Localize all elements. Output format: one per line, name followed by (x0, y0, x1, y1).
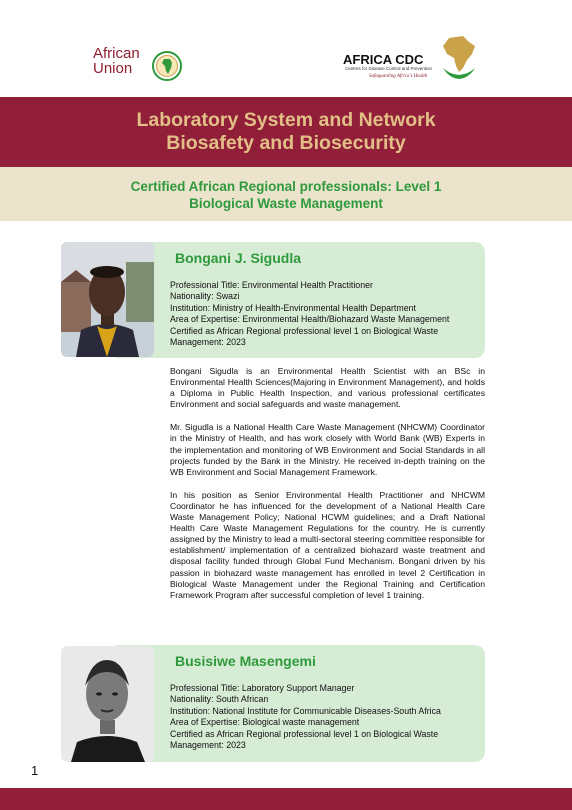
african-union-wordmark (93, 46, 140, 76)
banner-title (0, 109, 572, 155)
area-of-expertise: Area of Expertise: Environmental Health/Biohazard Waste Management (170, 314, 450, 325)
au-line1: African (93, 45, 140, 62)
bio-paragraph: Bongani Sigudla is an Environmental Health Scientist with an BSc in Environmental Health Sciences(Majoring in Environment Management), and holds a Diploma in Public Health Inspection, and various professional certificates Environment and social safeguards and waste management. (170, 366, 485, 410)
profile-photo-2 (61, 646, 154, 762)
banner-subtitle-line2: Biological Waste Management (189, 196, 383, 211)
institution: Institution: National Institute for Communicable Diseases-South Africa (170, 705, 441, 716)
banner-title-line2: Biosafety and Biosecurity (166, 132, 406, 154)
profile-name-2: Busisiwe Masengemi (175, 653, 316, 669)
banner-subtitle (0, 178, 572, 212)
portrait-man-icon (61, 242, 154, 357)
bio-paragraph: In his position as Senior Environmental Health Practitioner and NHCWM Coordinator he has influenced for the development of a National Health Care Waste Management Policy; National HCWM guidelines; and a Draft National Health Care Waste Management Regulations for the country. He is currently assigned by the Ministry to lead a multi-sectoral steering committee responsible for establishment/ implementation of a centralized biohazard waste treatment and disposal facility funded through Global Fund Mechanism. Bongani driven by his passion in biohazard waste management has enrolled in level 2 Certification in Biological Waste Management under the Regional Training and Certification Framework Program after successful completion of level 1 training. (170, 489, 485, 600)
profile-photo-1 (61, 242, 154, 357)
certification: Certified as African Regional professional level 1 on Biological Waste Management: 2023 (170, 728, 439, 751)
african-union-logo (93, 46, 193, 84)
institution: Institution: Ministry of Health-Environmental Health Department (170, 302, 416, 313)
banner-title-line1: Laboratory System and Network (136, 109, 436, 131)
bio-paragraph: Mr. Sigudla is a National Health Care Waste Management (NHCWM) Coordinator in the Ministry of Health, and has work closely with World Bank (WB) Experts in the implementation and monitoring of WB Environment and Social Standards in all projects funded by the Bank in the Ministry. He received in-depth training on the WB Environment and Social Management Framework. (170, 422, 485, 477)
certification: Certified as African Regional professional level 1 on Biological Waste Management: 2023 (170, 325, 439, 348)
banner-subtitle-line1: Certified African Regional professionals: Level 1 (130, 179, 442, 194)
nationality: Nationality: South African (170, 694, 269, 705)
africa-cdc-logo (343, 34, 483, 84)
au-line2: Union (93, 60, 133, 77)
africa-map-icon (439, 34, 479, 80)
footer-band (0, 788, 572, 810)
profile-info-1 (170, 280, 480, 348)
nationality: Nationality: Swazi (170, 291, 240, 302)
professional-title: Professional Title: Environmental Health Practitioner (170, 280, 373, 290)
page-number: 1 (31, 763, 39, 778)
cdc-tagline: Safeguarding Africa's Health (369, 74, 428, 79)
african-union-emblem-icon (151, 50, 183, 82)
profile-bio-1 (170, 366, 485, 613)
cdc-subtitle: Centres for Disease Control and Prevention (345, 66, 433, 71)
area-of-expertise: Area of Expertise: Biological waste management (170, 717, 360, 728)
cdc-title: AFRICA CDC (343, 52, 424, 67)
portrait-woman-icon (61, 646, 154, 762)
profile-name-1: Bongani J. Sigudla (175, 250, 302, 266)
profile-info-2 (170, 683, 480, 751)
professional-title: Professional Title: Laboratory Support Manager (170, 683, 355, 693)
